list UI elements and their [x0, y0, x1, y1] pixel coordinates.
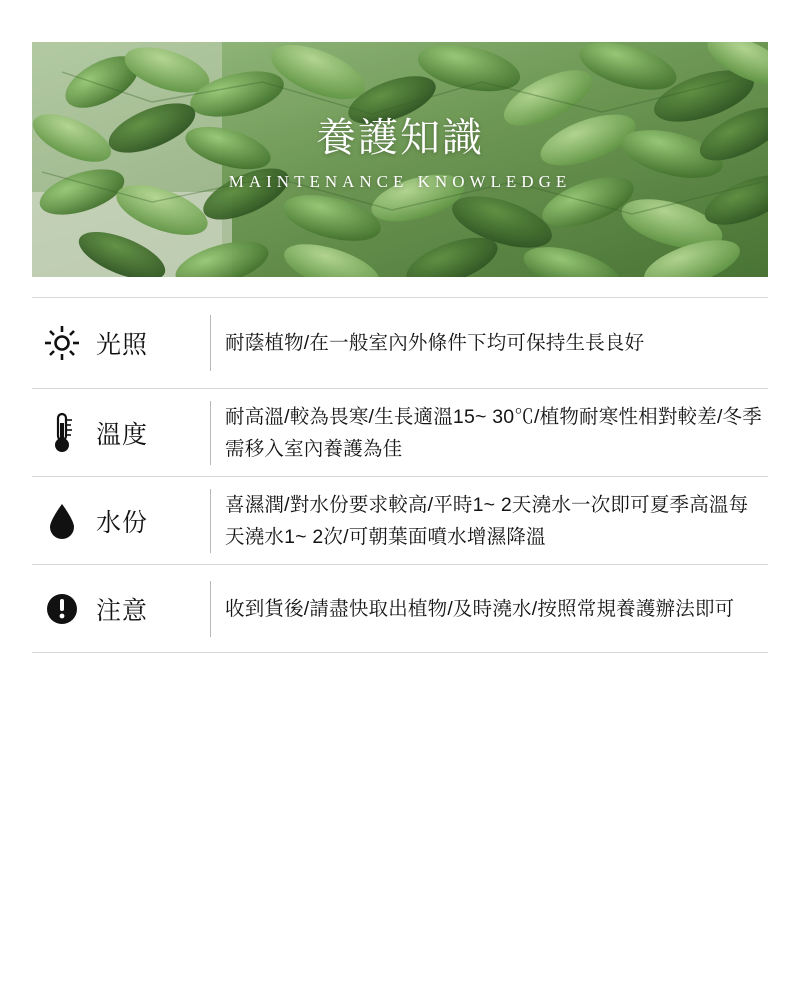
- care-row-text: 耐蔭植物/在一般室內外條件下均可保持生長良好: [225, 332, 645, 354]
- care-row-label-temperature: [32, 411, 210, 455]
- care-row-body-water: [210, 489, 768, 553]
- care-label-text: 光照: [96, 331, 149, 359]
- care-row-body-light: [210, 315, 768, 371]
- thermometer-icon: [42, 411, 82, 455]
- care-row-label-water: [32, 499, 210, 543]
- care-row-label-light: [32, 321, 210, 365]
- care-row-notice: [32, 565, 768, 653]
- hero-banner: [32, 42, 768, 277]
- hero-text-block: [32, 114, 768, 192]
- water-drop-icon: [42, 499, 82, 543]
- care-label-text: 水份: [96, 508, 149, 537]
- care-row-text: 耐高溫/較為畏寒/生長適溫15~ 30℃/植物耐寒性相對較差/冬季需移入室內養護為佳: [225, 405, 762, 460]
- hero-subtitle: MAINTENANCE KNOWLEDGE: [228, 172, 572, 191]
- sun-icon: [42, 321, 82, 365]
- care-label-text: 注意: [96, 596, 149, 625]
- care-row-text: 收到貨後/請盡快取出植物/及時澆水/按照常規養護辦法即可: [225, 597, 735, 620]
- care-rows: [32, 297, 768, 653]
- exclamation-circle-icon: [42, 587, 82, 631]
- care-row-temperature: [32, 389, 768, 477]
- care-row-light: [32, 297, 768, 389]
- care-label-text: 溫度: [96, 420, 149, 449]
- care-row-body-temperature: [210, 401, 768, 465]
- care-row-label-notice: [32, 587, 210, 631]
- care-row-water: [32, 477, 768, 565]
- care-row-body-notice: [210, 581, 768, 637]
- care-row-text: 喜濕潤/對水份要求較高/平時1~ 2天澆水一次即可夏季高溫每天澆水1~ 2次/可朝葉面噴水增濕降溫: [225, 493, 749, 548]
- hero-title: 養護知識: [316, 115, 484, 160]
